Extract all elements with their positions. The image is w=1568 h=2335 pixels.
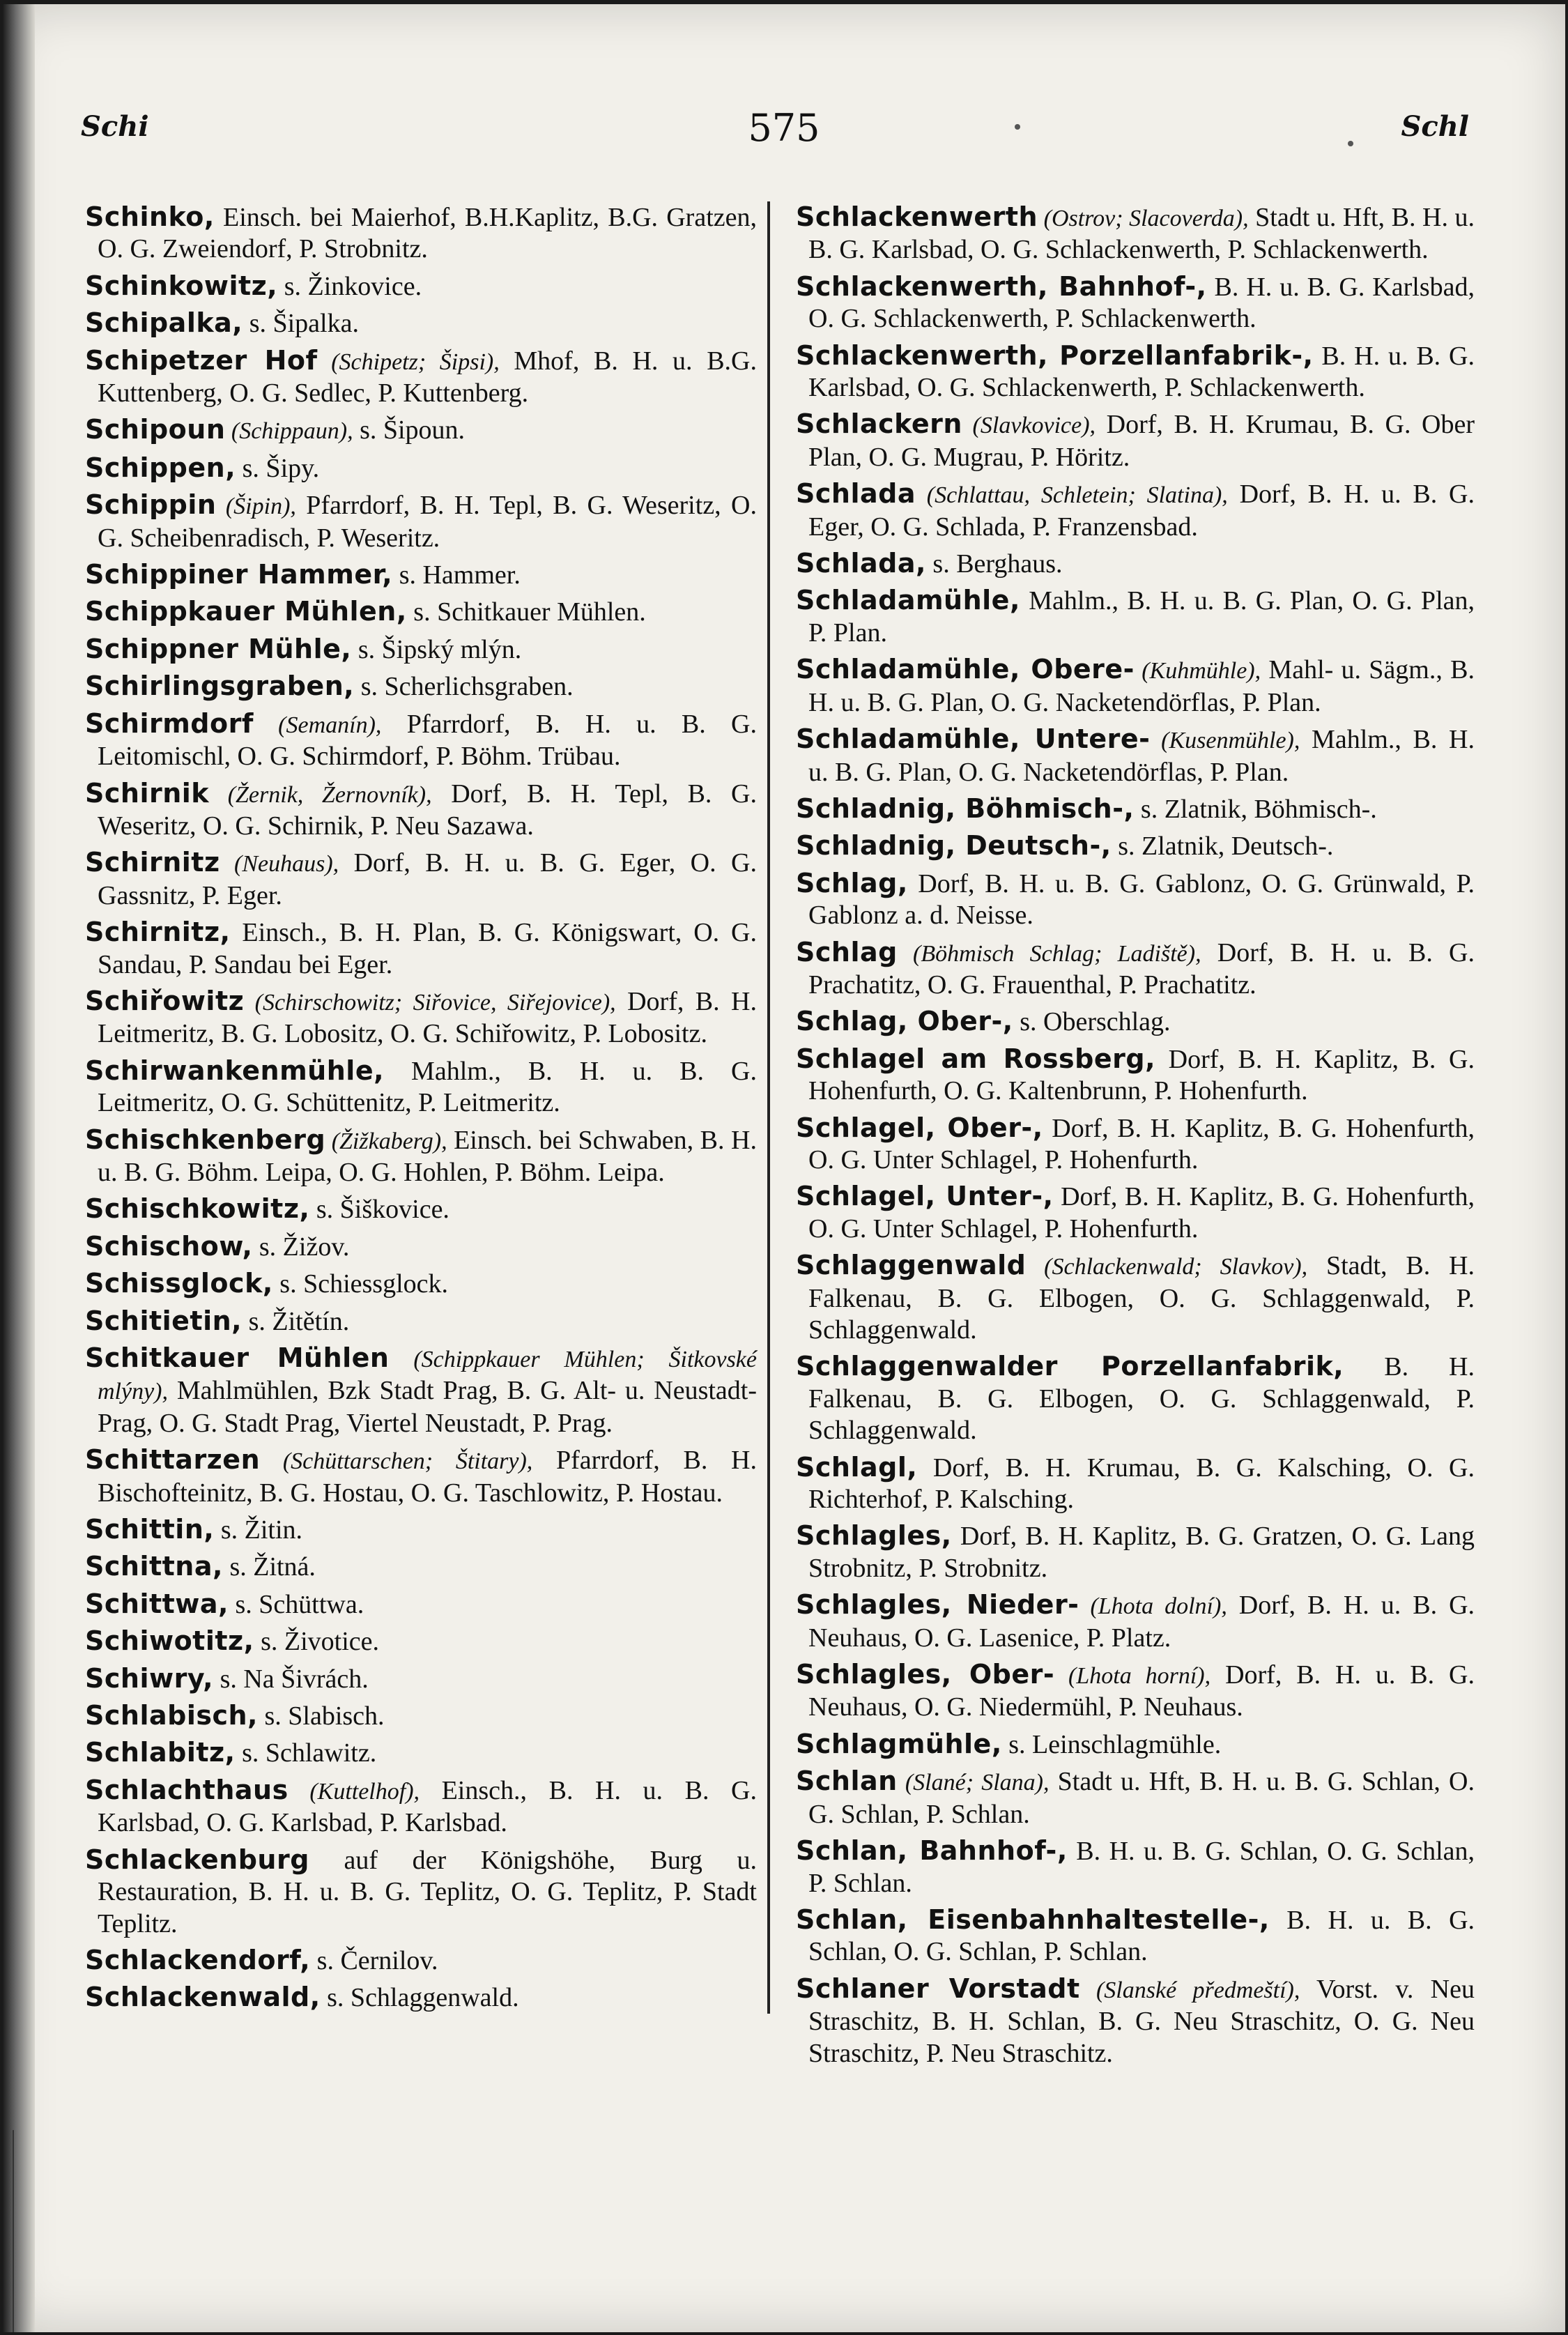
gazetteer-entry bbox=[778, 1973, 1475, 2069]
entry-headword: Schladamühle, bbox=[796, 585, 1020, 616]
entry-headword: Schlagles, Ober- bbox=[796, 1659, 1055, 1690]
entry-alt-names: (Žižkaberg), bbox=[325, 1128, 447, 1154]
gazetteer-entry bbox=[778, 1181, 1475, 1245]
gazetteer-entry bbox=[778, 1659, 1475, 1724]
print-speck bbox=[1015, 124, 1020, 130]
entry-headword: Schlan, Eisenbahnhaltestelle-, bbox=[796, 1904, 1270, 1935]
entry-description: s. Schlaggenwald. bbox=[320, 1983, 519, 2013]
gazetteer-entry bbox=[67, 1514, 757, 1546]
entry-headword: Schlabisch, bbox=[85, 1700, 258, 1731]
entry-headword: Schladamühle, Untere- bbox=[796, 724, 1151, 755]
entry-description: s. Šipský mlýn. bbox=[351, 634, 522, 664]
entry-description: s. Šipalka. bbox=[243, 309, 359, 339]
entry-description: s. Žinkovice. bbox=[277, 271, 422, 301]
entry-description: s. Schitkauer Mühlen. bbox=[406, 597, 646, 627]
entry-description: Pfarrdorf, B. H. Bischofteinitz, B. G. Hostau, O. G. Taschlowitz, P. Hostau. bbox=[98, 1446, 757, 1508]
gazetteer-entry bbox=[67, 1231, 757, 1263]
gutter-line bbox=[13, 2130, 14, 2332]
gazetteer-entry bbox=[778, 868, 1475, 932]
entry-description: auf der Königshöhe, Burg u. Restauration, B. H. u. B. G. Teplitz, O. G. Teplitz, P. Stadt Teplitz. bbox=[98, 1845, 757, 1938]
entry-headword: Schitietin, bbox=[85, 1305, 243, 1336]
entry-description: Dorf, B. H. u. B. G. Eger, O. G. Schlada, P. Franzensbad. bbox=[808, 480, 1475, 542]
gazetteer-entry bbox=[67, 1193, 757, 1225]
entry-headword: Schippiner Hammer, bbox=[85, 559, 393, 590]
entry-description: s. Na Šivrách. bbox=[213, 1664, 369, 1694]
entry-description: Pfarrdorf, B. H. u. B. G. Leitomischl, O. G. Schirmdorf, P. Böhm. Trübau. bbox=[98, 709, 757, 772]
entry-description: Mahlm., B. H. u. B. G. Plan, O. G. Nacketendörflas, P. Plan. bbox=[808, 725, 1475, 787]
entry-headword: Schirnitz bbox=[85, 847, 220, 878]
entry-headword: Schlaggenwalder Porzellanfabrik, bbox=[796, 1351, 1344, 1382]
entry-description: Einsch. bei Maierhof, B.H.Kaplitz, B.G. Gratzen, O. G. Zweiendorf, P. Strobnitz. bbox=[98, 203, 757, 264]
entry-headword: Schissglock, bbox=[85, 1268, 273, 1299]
entry-description: Dorf, B. H. u. B. G. Gablonz, O. G. Grünwald, P. Gablonz a. d. Neisse. bbox=[808, 868, 1475, 931]
entry-description: s. Šipoun. bbox=[353, 415, 466, 445]
entry-description: Dorf, B. H. Leitmeritz, B. G. Lobositz, O. G. Schiřowitz, P. Lobositz. bbox=[98, 986, 757, 1049]
gazetteer-entry bbox=[67, 1844, 757, 1940]
entry-description: Dorf, B. H. u. B. G. Eger, O. G. Gassnitz, P. Eger. bbox=[98, 848, 757, 910]
entry-description: Dorf, B. H. Kaplitz, B. G. Hohenfurth, O. G. Kaltenbrunn, P. Hohenfurth. bbox=[808, 1044, 1475, 1106]
entry-headword: Schittarzen bbox=[85, 1444, 261, 1476]
running-head-right: Schl bbox=[1401, 110, 1469, 143]
gazetteer-entry bbox=[778, 1729, 1475, 1761]
book-spine-shadow bbox=[3, 4, 35, 2332]
entry-headword: Schlackenwerth bbox=[796, 201, 1038, 232]
entry-headword: Schipoun bbox=[85, 414, 226, 445]
entry-headword: Schippner Mühle, bbox=[85, 633, 352, 664]
gazetteer-entry bbox=[67, 1737, 757, 1769]
entry-alt-names: (Schipetz; Šipsi), bbox=[317, 349, 500, 375]
entry-description: Dorf, B. H. u. B. G. Neuhaus, O. G. Lasenice, P. Platz. bbox=[808, 1591, 1475, 1653]
entry-headword: Schischkowitz, bbox=[85, 1193, 310, 1225]
gazetteer-entry bbox=[778, 1043, 1475, 1108]
gazetteer-entry bbox=[778, 478, 1475, 543]
entry-description: Dorf, B. H. u. B. G. Prachatitz, O. G. Frauenthal, P. Prachatitz. bbox=[808, 937, 1475, 1000]
entry-description: B. H. u. B. G. Karlsbad, O. G. Schlackenwerth, P. Schlackenwerth. bbox=[808, 272, 1475, 334]
gazetteer-entry bbox=[778, 1520, 1475, 1584]
right-column bbox=[778, 201, 1475, 2074]
gazetteer-entry bbox=[67, 1700, 757, 1732]
entry-description: s. Šiškovice. bbox=[309, 1195, 449, 1225]
entry-description: Dorf, B. H. Tepl, B. G. Weseritz, O. G. Schirnik, P. Neu Sazawa. bbox=[98, 779, 757, 841]
entry-description: Stadt, B. H. Falkenau, B. G. Elbogen, O. G. Schlaggenwald, P. Schlaggenwald. bbox=[808, 1251, 1475, 1345]
entry-description: Mahl- u. Sägm., B. H. u. B. G. Plan, O. G. Nacketendörflas, P. Plan. bbox=[808, 655, 1475, 717]
gazetteer-entry bbox=[67, 708, 757, 773]
entry-headword: Schlaner Vorstadt bbox=[796, 1973, 1080, 2004]
entry-description: s. Hammer. bbox=[392, 560, 521, 590]
entry-headword: Schlagmühle, bbox=[796, 1728, 1002, 1759]
entry-alt-names: (Ostrov; Slacoverda), bbox=[1038, 206, 1249, 231]
entry-alt-names: (Kusenmühle), bbox=[1150, 728, 1300, 754]
entry-alt-names: (Lhota dolní), bbox=[1079, 1593, 1227, 1620]
entry-description: Mahlm., B. H. u. B. G. Leitmeritz, O. G. Schüttenitz, P. Leitmeritz. bbox=[98, 1056, 757, 1118]
entry-alt-names: (Slavkovice), bbox=[962, 413, 1096, 439]
gazetteer-entry bbox=[778, 201, 1475, 266]
entry-description: s. Leinschlagmühle. bbox=[1001, 1729, 1222, 1759]
gazetteer-entry bbox=[778, 1589, 1475, 1654]
entry-alt-names: (Böhmisch Schlag; Ladiště), bbox=[897, 940, 1201, 967]
running-head-left: Schi bbox=[81, 110, 149, 143]
entry-description: Mahlm., B. H. u. B. G. Plan, O. G. Plan, P. Plan. bbox=[808, 586, 1475, 648]
gazetteer-entry bbox=[67, 270, 757, 303]
entry-description: s. Schiessglock. bbox=[272, 1269, 448, 1299]
entry-headword: Schitkauer Mühlen bbox=[85, 1342, 390, 1373]
entry-description: s. Berghaus. bbox=[925, 549, 1063, 579]
gazetteer-entry bbox=[67, 1444, 757, 1509]
entry-headword: Schlan bbox=[796, 1766, 898, 1797]
gazetteer-entry bbox=[67, 1342, 757, 1439]
entry-headword: Schlada bbox=[796, 478, 916, 510]
gazetteer-entry bbox=[67, 1551, 757, 1583]
gazetteer-entry bbox=[67, 489, 757, 554]
entry-alt-names: (Lhota horní), bbox=[1054, 1663, 1211, 1690]
entry-headword: Schipetzer Hof bbox=[85, 344, 318, 376]
gazetteer-entry bbox=[67, 1124, 757, 1189]
gazetteer-entry bbox=[778, 340, 1475, 404]
entry-description: Mahlmühlen, Bzk Stadt Prag, B. G. Alt- u. Neustadt-Prag, O. G. Stadt Prag, Viertel Neustadt, P. Prag. bbox=[98, 1376, 757, 1438]
gazetteer-entry bbox=[778, 271, 1475, 335]
entry-description: Einsch., B. H. u. B. G. Karlsbad, O. G. Karlsbad, P. Karlsbad. bbox=[98, 1775, 757, 1838]
entry-description: Dorf, B. H. u. B. G. Neuhaus, O. G. Niedermühl, P. Neuhaus. bbox=[808, 1660, 1475, 1722]
entry-alt-names: (Schlackenwald; Slavkov), bbox=[1026, 1254, 1308, 1280]
entry-headword: Schinkowitz, bbox=[85, 270, 278, 301]
gazetteer-entry bbox=[778, 1452, 1475, 1516]
entry-headword: Schiwry, bbox=[85, 1662, 214, 1694]
entry-description: Dorf, B. H. Kaplitz, B. G. Gratzen, O. G. Lang Strobnitz, P. Strobnitz. bbox=[808, 1522, 1475, 1583]
gazetteer-entry bbox=[67, 452, 757, 484]
gazetteer-entry bbox=[778, 1835, 1475, 1899]
entry-description: s. Schlawitz. bbox=[235, 1738, 377, 1768]
entry-description: Dorf, B. H. Kaplitz, B. G. Hohenfurth, O. G. Unter Schlagel, P. Hohenfurth. bbox=[808, 1113, 1475, 1174]
entry-alt-names: (Slané; Slana), bbox=[897, 1770, 1050, 1796]
entry-description: B. H. u. B. G. Schlan, O. G. Schlan, P. Schlan. bbox=[808, 1905, 1475, 1967]
gazetteer-entry bbox=[778, 654, 1475, 719]
entry-description: s. Schüttwa. bbox=[229, 1589, 364, 1619]
left-column bbox=[67, 201, 757, 2019]
gazetteer-entry bbox=[67, 1588, 757, 1621]
gazetteer-entry bbox=[778, 724, 1475, 788]
entry-description: B. H. u. B. G. Karlsbad, O. G. Schlackenwerth, P. Schlackenwerth. bbox=[808, 341, 1475, 403]
entry-headword: Schippkauer Mühlen, bbox=[85, 596, 407, 627]
entry-headword: Schladnig, Deutsch-, bbox=[796, 830, 1112, 862]
entry-headword: Schlag, Ober-, bbox=[796, 1006, 1013, 1037]
entry-headword: Schlada, bbox=[796, 548, 926, 579]
gazetteer-entry bbox=[67, 1982, 757, 2014]
gazetteer-entry bbox=[67, 1945, 757, 1977]
gazetteer-entry bbox=[67, 201, 757, 266]
column-rule bbox=[767, 201, 770, 2014]
gazetteer-entry bbox=[67, 596, 757, 628]
gazetteer-entry bbox=[67, 986, 757, 1050]
gazetteer-entry bbox=[67, 778, 757, 843]
entry-description: s. Oberschlag. bbox=[1013, 1007, 1171, 1037]
entry-headword: Schlagel, Unter-, bbox=[796, 1181, 1054, 1212]
entry-description: Dorf, B. H. Krumau, B. G. Kalsching, O. G. Richterhof, P. Kalsching. bbox=[808, 1453, 1475, 1515]
gazetteer-entry bbox=[778, 548, 1475, 580]
entry-alt-names: (Kuhmühle), bbox=[1134, 658, 1261, 684]
page-number: 575 bbox=[748, 106, 820, 150]
entry-description: Einsch. bei Schwaben, B. H. u. B. G. Böhm. Leipa, O. G. Hohlen, P. Böhm. Leipa. bbox=[98, 1125, 757, 1187]
book-page bbox=[3, 4, 1565, 2332]
entry-alt-names: (Schippaun), bbox=[225, 418, 353, 445]
entry-headword: Schischkenberg bbox=[85, 1124, 326, 1155]
gazetteer-entry bbox=[67, 1268, 757, 1300]
entry-headword: Schlachthaus bbox=[85, 1774, 289, 1805]
entry-headword: Schittin, bbox=[85, 1514, 215, 1545]
entry-description: s. Žitin. bbox=[214, 1515, 303, 1545]
gazetteer-entry bbox=[778, 937, 1475, 1002]
entry-description: Dorf, B. H. Krumau, B. G. Ober Plan, O. G. Mugrau, P. Höritz. bbox=[808, 410, 1475, 472]
entry-headword: Schirmdorf bbox=[85, 707, 254, 739]
entry-headword: Schirnik bbox=[85, 777, 210, 809]
entry-headword: Schlackendorf, bbox=[85, 1944, 311, 1975]
entry-headword: Schlagel am Rossberg, bbox=[796, 1043, 1156, 1074]
entry-alt-names: (Schippkauer Mühlen; Šitkovské mlýny), bbox=[98, 1347, 757, 1405]
gazetteer-entry bbox=[67, 559, 757, 591]
entry-headword: Schiwotitz, bbox=[85, 1625, 254, 1657]
entry-headword: Schiřowitz bbox=[85, 985, 245, 1016]
gazetteer-entry bbox=[778, 1904, 1475, 1968]
entry-headword: Schlag, bbox=[796, 867, 908, 898]
entry-headword: Schirnitz, bbox=[85, 917, 231, 948]
gazetteer-entry bbox=[67, 345, 757, 410]
entry-headword: Schladamühle, Obere- bbox=[796, 654, 1135, 685]
entry-description: Pfarrdorf, B. H. Tepl, B. G. Weseritz, O. G. Scheibenradisch, P. Weseritz. bbox=[98, 491, 757, 553]
entry-headword: Schlackenburg bbox=[85, 1844, 309, 1875]
entry-headword: Schischow, bbox=[85, 1230, 253, 1262]
entry-description: Vorst. v. Neu Straschitz, B. H. Schlan, B. G. Neu Straschitz, O. G. Neu Straschitz, P. Neu Straschitz. bbox=[808, 1974, 1475, 2068]
entry-headword: Schlagl, bbox=[796, 1451, 918, 1483]
entry-description: Einsch., B. H. Plan, B. G. Königswart, O. G. Sandau, P. Sandau bei Eger. bbox=[98, 918, 757, 979]
entry-description: s. Žitětín. bbox=[242, 1306, 350, 1336]
gazetteer-entry bbox=[67, 1625, 757, 1658]
gazetteer-entry bbox=[778, 830, 1475, 862]
entry-headword: Schlag bbox=[796, 936, 898, 967]
entry-headword: Schlagles, Nieder- bbox=[796, 1589, 1079, 1621]
entry-description: s. Šipy. bbox=[236, 453, 320, 483]
entry-headword: Schlackenwald, bbox=[85, 1982, 321, 2013]
entry-headword: Schlan, Bahnhof-, bbox=[796, 1835, 1068, 1867]
gazetteer-entry bbox=[67, 1775, 757, 1839]
entry-alt-names: (Šipin), bbox=[216, 493, 296, 520]
entry-description: s. Černilov. bbox=[310, 1945, 438, 1975]
gazetteer-entry bbox=[67, 414, 757, 447]
entry-headword: Schittwa, bbox=[85, 1588, 229, 1619]
entry-description: s. Žitná. bbox=[222, 1552, 316, 1582]
entry-description: s. Žižov. bbox=[252, 1232, 350, 1262]
print-speck bbox=[1348, 141, 1353, 146]
entry-description: B. H. u. B. G. Schlan, O. G. Schlan, P. Schlan. bbox=[808, 1837, 1475, 1898]
entry-alt-names: (Slanské předmeští), bbox=[1079, 1977, 1300, 2003]
gazetteer-entry bbox=[67, 917, 757, 981]
entry-description: s. Slabisch. bbox=[257, 1701, 385, 1731]
entry-headword: Schlagles, bbox=[796, 1520, 952, 1552]
entry-alt-names: (Schlattau, Schletein; Slatina), bbox=[915, 482, 1228, 509]
entry-alt-names: (Semanín), bbox=[253, 712, 382, 738]
gazetteer-entry bbox=[67, 671, 757, 703]
entry-description: Mhof, B. H. u. B.G. Kuttenberg, O. G. Sedlec, P. Kuttenberg. bbox=[98, 346, 757, 408]
gazetteer-entry bbox=[778, 1250, 1475, 1346]
entry-headword: Schlackenwerth, Porzellanfabrik-, bbox=[796, 339, 1314, 371]
entry-headword: Schipalka, bbox=[85, 307, 243, 339]
entry-headword: Schlackenwerth, Bahnhof-, bbox=[796, 270, 1207, 302]
entry-description: B. H. Falkenau, B. G. Elbogen, O. G. Schlaggenwald, P. Schlaggenwald. bbox=[808, 1352, 1475, 1446]
entry-headword: Schippen, bbox=[85, 452, 236, 483]
gazetteer-entry bbox=[67, 847, 757, 912]
entry-alt-names: (Schüttarschen; Štitary), bbox=[260, 1448, 533, 1475]
entry-alt-names: (Schirschowitz; Siřovice, Siřejovice), bbox=[244, 989, 616, 1016]
gazetteer-entry bbox=[778, 1766, 1475, 1830]
entry-alt-names: (Neuhaus), bbox=[220, 851, 339, 878]
entry-headword: Schippin bbox=[85, 489, 217, 521]
entry-alt-names: (Žernik, Žernovník), bbox=[209, 781, 432, 808]
entry-headword: Schlaggenwald bbox=[796, 1250, 1027, 1281]
gazetteer-entry bbox=[67, 634, 757, 666]
entry-description: Stadt u. Hft, B. H. u. B. G. Karlsbad, O. G. Schlackenwerth, P. Schlackenwerth. bbox=[808, 203, 1475, 265]
entry-description: s. Životice. bbox=[254, 1627, 379, 1657]
gazetteer-entry bbox=[67, 1663, 757, 1695]
entry-headword: Schlabitz, bbox=[85, 1737, 236, 1768]
entry-alt-names: (Kuttelhof), bbox=[288, 1778, 420, 1805]
gazetteer-entry bbox=[778, 1112, 1475, 1177]
entry-description: s. Zlatnik, Böhmisch-. bbox=[1134, 794, 1377, 824]
entry-headword: Schlackern bbox=[796, 408, 962, 440]
gazetteer-entry bbox=[778, 1351, 1475, 1446]
entry-description: Dorf, B. H. Kaplitz, B. G. Hohenfurth, O. G. Unter Schlagel, P. Hohenfurth. bbox=[808, 1182, 1475, 1243]
gazetteer-entry bbox=[778, 1006, 1475, 1038]
gazetteer-entry bbox=[67, 307, 757, 339]
gazetteer-entry bbox=[67, 1055, 757, 1119]
entry-headword: Schlagel, Ober-, bbox=[796, 1112, 1043, 1143]
entry-description: Stadt u. Hft, B. H. u. B. G. Schlan, O. G. Schlan, P. Schlan. bbox=[808, 1767, 1475, 1829]
gazetteer-entry bbox=[67, 1306, 757, 1338]
gazetteer-entry bbox=[778, 793, 1475, 825]
entry-headword: Schinko, bbox=[85, 201, 215, 232]
gazetteer-entry bbox=[778, 585, 1475, 649]
entry-headword: Schladnig, Böhmisch-, bbox=[796, 793, 1135, 824]
entry-headword: Schirlingsgraben, bbox=[85, 671, 355, 702]
entry-description: s. Zlatnik, Deutsch-. bbox=[1111, 832, 1334, 862]
entry-description: s. Scherlichsgraben. bbox=[354, 672, 574, 702]
entry-headword: Schirwankenmühle, bbox=[85, 1055, 385, 1086]
entry-headword: Schittna, bbox=[85, 1551, 223, 1582]
gazetteer-entry bbox=[778, 408, 1475, 473]
